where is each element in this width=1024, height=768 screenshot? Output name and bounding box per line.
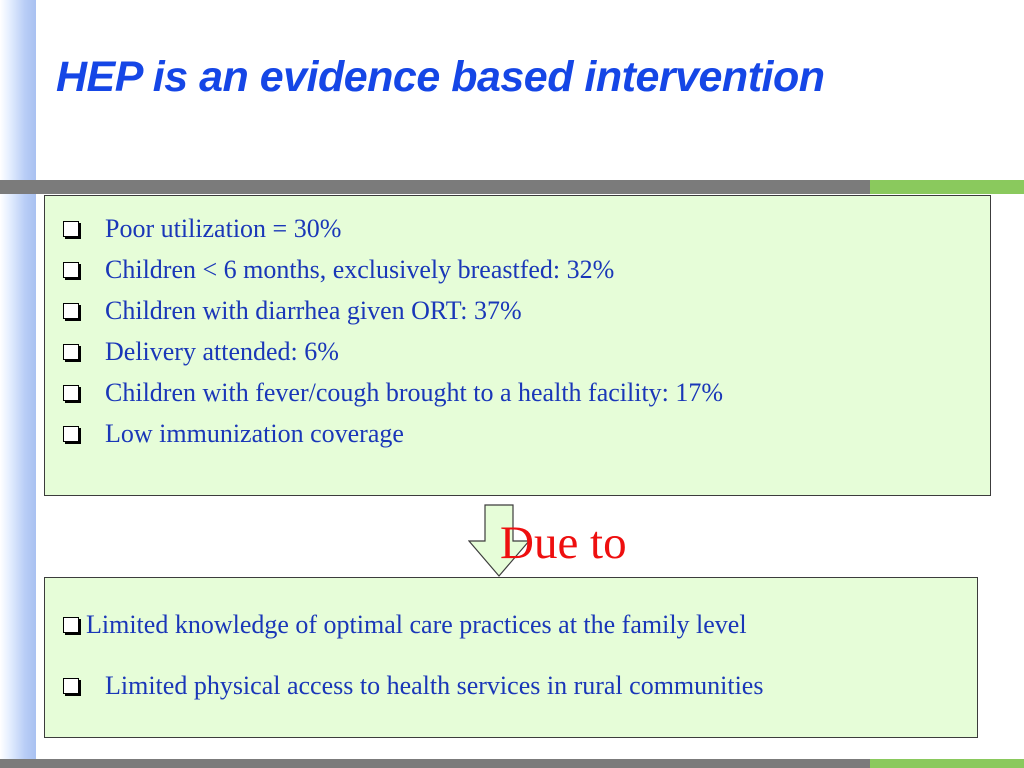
checkbox-bullet-icon: [63, 344, 79, 360]
problem-text: Children < 6 months, exclusively breastfed: 32%: [105, 255, 615, 284]
checkbox-bullet-icon: [63, 262, 79, 278]
top-divider-green: [870, 180, 1024, 194]
top-divider-gray: [0, 180, 870, 194]
problem-item: [45, 413, 990, 454]
problem-item: [45, 208, 990, 249]
checkbox-bullet-icon: [63, 303, 79, 319]
problem-item: [45, 290, 990, 331]
checkbox-bullet-icon: [63, 426, 79, 442]
problem-text: Delivery attended: 6%: [105, 337, 339, 366]
problem-text: Children with diarrhea given ORT: 37%: [105, 296, 522, 325]
problem-text: Poor utilization = 30%: [105, 214, 342, 243]
cause-text: Limited knowledge of optimal care practices at the family level: [86, 610, 747, 639]
slide-title: HEP is an evidence based intervention: [56, 53, 825, 101]
causes-box: [44, 577, 978, 738]
problem-item: [45, 331, 990, 372]
problem-text: Low immunization coverage: [105, 419, 404, 448]
cause-text: Limited physical access to health services in rural communities: [105, 671, 764, 700]
cause-item: [45, 604, 977, 645]
problem-item: [45, 372, 990, 413]
problem-text: Children with fever/cough brought to a health facility: 17%: [105, 378, 724, 407]
bottom-divider-gray: [0, 759, 870, 768]
checkbox-bullet-icon: [63, 617, 79, 633]
left-gradient-stripe: [0, 0, 36, 768]
cause-item: [45, 665, 977, 706]
checkbox-bullet-icon: [63, 678, 79, 694]
problems-box: [44, 195, 991, 496]
checkbox-bullet-icon: [63, 385, 79, 401]
due-to-label: Due to: [500, 517, 627, 569]
problem-item: [45, 249, 990, 290]
bottom-divider-green: [870, 759, 1024, 768]
checkbox-bullet-icon: [63, 221, 79, 237]
